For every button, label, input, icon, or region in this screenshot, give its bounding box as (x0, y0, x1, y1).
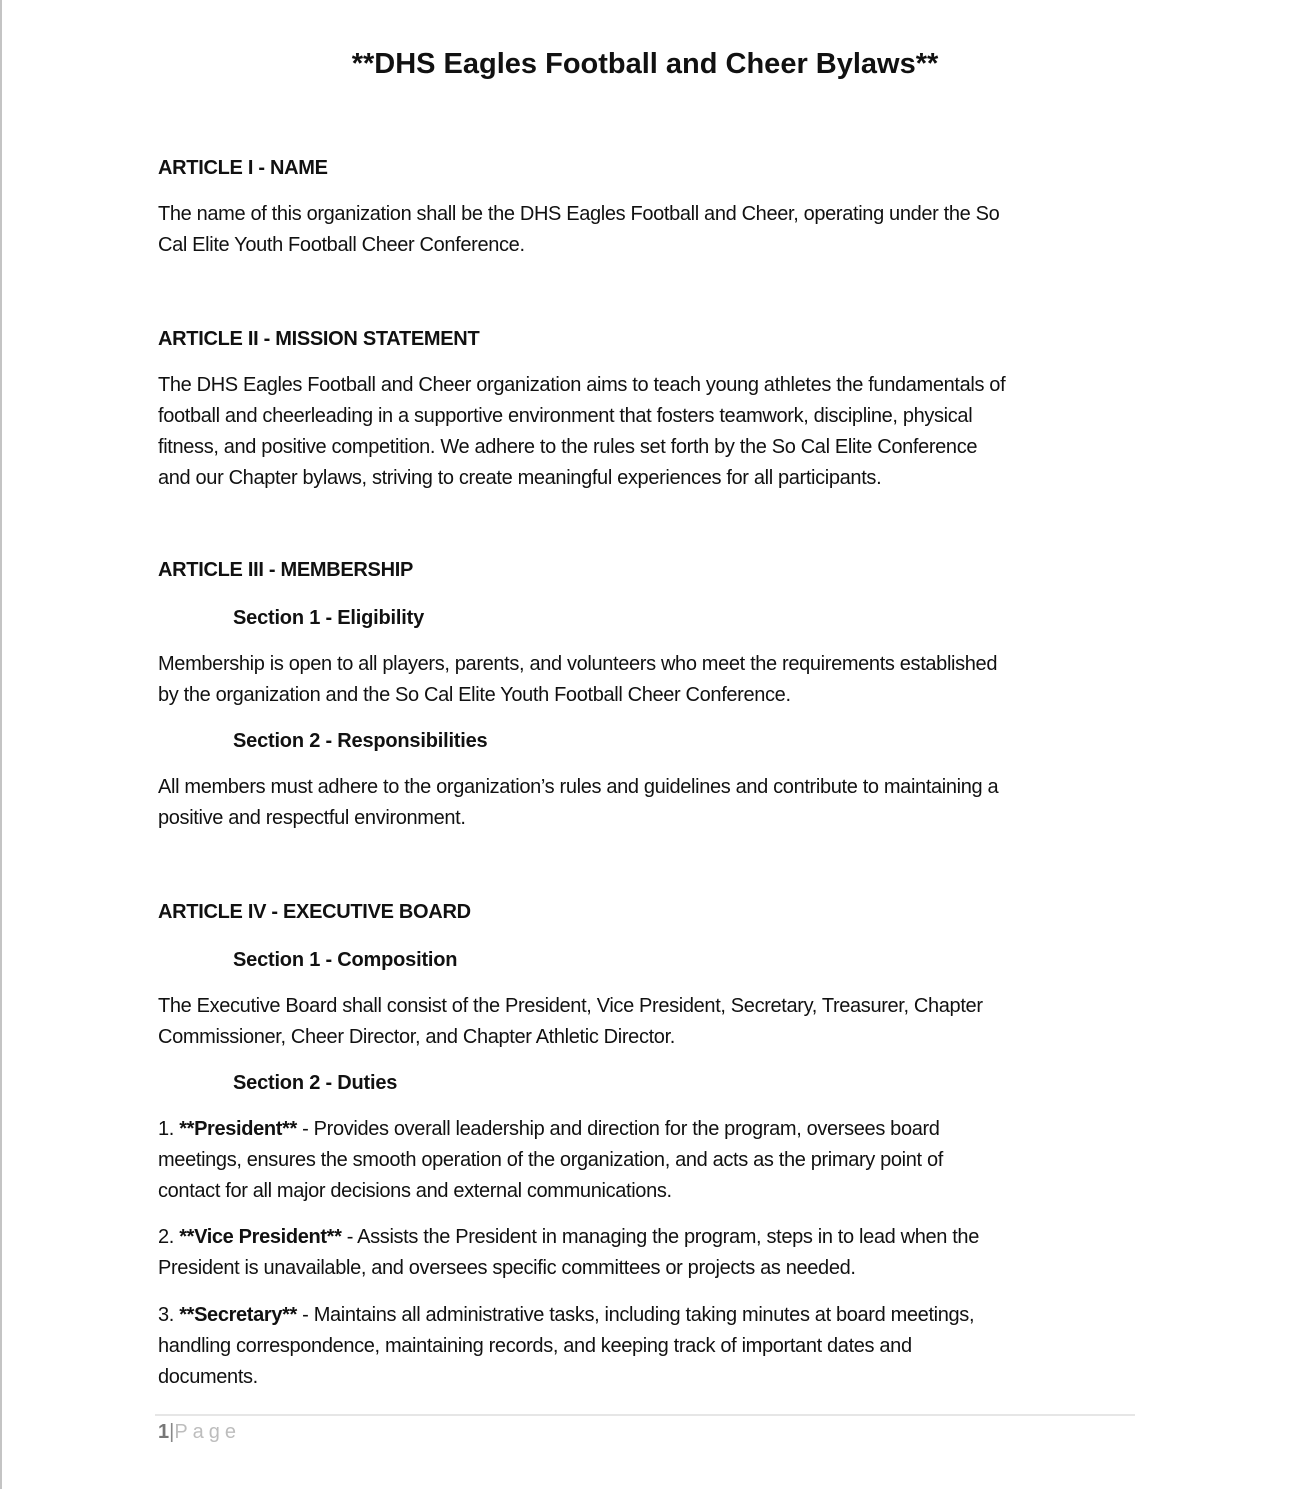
duty-role: **Vice President** (179, 1226, 342, 1248)
duty-description: - Assists the President in managing the program, steps in to lead when the (341, 1226, 979, 1248)
article-2 (158, 328, 1148, 351)
article-3-section-2 (158, 730, 1148, 753)
page-number: 1 (158, 1421, 170, 1443)
duty-role: **President** (179, 1118, 297, 1140)
text-line: positive and respectful environment. (158, 807, 466, 829)
text-line: contact for all major decisions and external communications. (158, 1180, 672, 1202)
article-heading: ARTICLE II - MISSION STATEMENT (158, 328, 480, 350)
article-2-paragraph (158, 370, 1148, 494)
article-3 (158, 559, 1148, 582)
text-line: and our Chapter bylaws, striving to create meaningful experiences for all participants. (158, 467, 882, 489)
article-4-section-1 (158, 949, 1148, 972)
page-label: Page (174, 1421, 242, 1443)
section-heading: Section 2 - Responsibilities (233, 730, 488, 752)
text-line: handling correspondence, maintaining records, and keeping track of important dates and (158, 1335, 912, 1357)
footer-divider (155, 1414, 1135, 1416)
text-line: football and cheerleading in a supportive environment that fosters teamwork, discipline, physical (158, 405, 973, 427)
article-3-section-1 (158, 607, 1148, 630)
text-line: meetings, ensures the smooth operation of the organization, and acts as the primary point of (158, 1149, 943, 1171)
text-line: documents. (158, 1366, 258, 1388)
article-3-section-2-paragraph (158, 772, 1148, 834)
duty-first-line (158, 1300, 1148, 1331)
text-line: by the organization and the So Cal Elite Youth Football Cheer Conference. (158, 684, 791, 706)
article-4-section-1-paragraph (158, 991, 1148, 1053)
article-heading: ARTICLE I - NAME (158, 157, 328, 179)
duty-number: 3. (158, 1304, 174, 1326)
duty-number: 1. (158, 1118, 174, 1140)
article-heading: ARTICLE IV - EXECUTIVE BOARD (158, 901, 471, 923)
duty-description: - Provides overall leadership and direction for the program, oversees board (296, 1118, 940, 1140)
page-edge-divider (0, 0, 2, 1489)
section-heading: Section 2 - Duties (233, 1072, 398, 1094)
text-line: Commissioner, Cheer Director, and Chapter Athletic Director. (158, 1026, 675, 1048)
article-3-section-1-paragraph (158, 649, 1148, 711)
text-line: The Executive Board shall consist of the President, Vice President, Secretary, Treasurer, Chapter (158, 995, 983, 1017)
duty-item-vice-president (158, 1222, 1148, 1284)
text-line: fitness, and positive competition. We adhere to the rules set forth by the So Cal Elite Conference (158, 436, 978, 458)
duty-description: - Maintains all administrative tasks, including taking minutes at board meetings, (296, 1304, 975, 1326)
footer-separator: | (169, 1421, 175, 1443)
article-4-section-2 (158, 1072, 1148, 1095)
section-heading: Section 1 - Composition (233, 949, 458, 971)
article-1-paragraph (158, 199, 1148, 261)
article-heading: ARTICLE III - MEMBERSHIP (158, 559, 414, 581)
duty-first-line (158, 1222, 1148, 1253)
page-footer (158, 1421, 241, 1444)
duty-item-secretary (158, 1300, 1148, 1393)
section-heading: Section 1 - Eligibility (233, 607, 424, 629)
text-line: The DHS Eagles Football and Cheer organization aims to teach young athletes the fundamentals of (158, 374, 1006, 396)
document-title: **DHS Eagles Football and Cheer Bylaws** (351, 48, 939, 80)
text-line: Membership is open to all players, parents, and volunteers who meet the requirements established (158, 653, 998, 675)
text-line: The name of this organization shall be the DHS Eagles Football and Cheer, operating under the So (158, 203, 1000, 225)
duty-first-line (158, 1114, 1148, 1145)
duty-item-president (158, 1114, 1148, 1207)
duty-number: 2. (158, 1226, 174, 1248)
article-4 (158, 901, 1148, 924)
text-line: Cal Elite Youth Football Cheer Conference. (158, 234, 525, 256)
text-line: President is unavailable, and oversees specific committees or projects as needed. (158, 1257, 856, 1279)
text-line: All members must adhere to the organization’s rules and guidelines and contribute to maintaining a (158, 776, 999, 798)
article-1 (158, 157, 1148, 180)
duty-role: **Secretary** (179, 1304, 297, 1326)
